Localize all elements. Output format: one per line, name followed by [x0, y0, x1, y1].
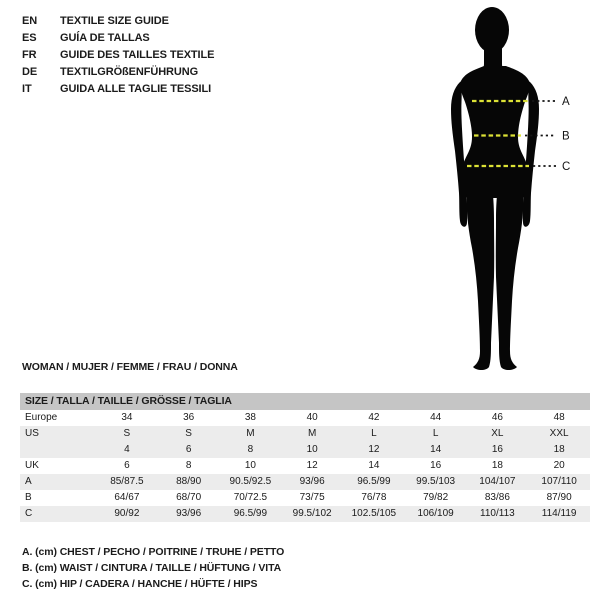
- size-cell: 36: [183, 412, 195, 423]
- size-cell: S: [185, 428, 192, 439]
- size-cell: 85/87.5: [110, 476, 144, 487]
- size-cell: 44: [430, 412, 442, 423]
- size-guide-figure: [420, 4, 580, 375]
- row-label: UK: [25, 460, 39, 471]
- marker-label-a: A: [562, 96, 570, 108]
- size-cell: 38: [244, 412, 256, 423]
- language-code: IT: [22, 83, 32, 95]
- row-label: B: [25, 492, 32, 503]
- size-cell: 96.5/99: [233, 508, 268, 519]
- marker-label-c: C: [562, 161, 571, 173]
- row-label: Europe: [25, 412, 58, 423]
- size-cell: 4: [124, 444, 130, 455]
- marker-label-b: B: [562, 130, 570, 143]
- language-label: TEXTILE SIZE GUIDE: [60, 15, 169, 27]
- woman-silhouette: [420, 4, 580, 375]
- language-row: [22, 47, 214, 64]
- size-cell: 16: [491, 444, 503, 455]
- size-cell: 42: [368, 412, 380, 423]
- size-cell: 20: [553, 460, 565, 471]
- language-label: GUÍA DE TALLAS: [60, 32, 150, 44]
- size-cell: 90.5/92.5: [229, 476, 272, 487]
- size-table-rows: [20, 410, 590, 522]
- row-label: [20, 442, 96, 458]
- size-cell: 90/92: [114, 508, 140, 519]
- size-cell: 46: [491, 412, 503, 423]
- size-cell: 10: [244, 460, 256, 471]
- size-cell: M: [307, 428, 317, 439]
- size-cell: XL: [491, 428, 504, 439]
- language-code: DE: [22, 66, 38, 78]
- size-cell: 73/75: [299, 492, 325, 503]
- size-cell: 14: [430, 444, 442, 455]
- table-row: [20, 426, 590, 442]
- size-table-header: SIZE / TALLA / TAILLE / GRÖSSE / TAGLIA: [20, 393, 590, 410]
- size-cell: 107/110: [541, 476, 577, 487]
- size-cell: 34: [121, 412, 133, 423]
- size-cell: 16: [430, 460, 442, 471]
- table-row: [20, 442, 590, 458]
- language-row: [22, 64, 214, 81]
- size-cell: 64/67: [114, 492, 140, 503]
- table-row: [20, 490, 590, 506]
- women-section-title: WOMAN / MUJER / FEMME / FRAU / DONNA: [22, 361, 238, 373]
- size-cell: L: [371, 428, 377, 439]
- size-cell: 104/107: [479, 476, 516, 487]
- size-cell: 48: [553, 412, 565, 423]
- size-cell: L: [432, 428, 439, 439]
- language-row: [22, 81, 214, 98]
- language-code: EN: [22, 15, 38, 27]
- legend-item-hip: C. (cm) HIP / CADERA / HANCHE / HÜFTE / HIPS: [22, 578, 258, 590]
- size-cell: 99.5/102: [292, 508, 332, 519]
- measurement-legend: [22, 544, 284, 592]
- size-cell: 10: [306, 444, 318, 455]
- language-row: [22, 30, 214, 47]
- legend-item-waist: B. (cm) WAIST / CINTURA / TAILLE / HÜFTUNG / VITA: [22, 562, 282, 574]
- row-label: US: [25, 428, 39, 439]
- language-code: ES: [22, 32, 37, 44]
- row-label: A: [25, 476, 32, 487]
- size-cell: 18: [491, 460, 503, 471]
- table-row: [20, 506, 590, 522]
- language-code: FR: [22, 49, 37, 61]
- table-row: [20, 474, 590, 490]
- size-cell: M: [246, 428, 255, 439]
- language-label: TEXTILGRÖßENFÜHRUNG: [60, 66, 199, 78]
- size-cell: 96.5/99: [357, 476, 391, 487]
- size-cell: 114/119: [541, 508, 577, 519]
- size-cell: 14: [368, 460, 380, 471]
- size-cell: 6: [185, 444, 192, 455]
- legend-item-chest: A. (cm) CHEST / PECHO / POITRINE / TRUHE / PETTO: [22, 546, 285, 558]
- size-cell: 12: [368, 444, 380, 455]
- size-cell: 8: [247, 444, 254, 455]
- size-cell: 110/113: [480, 508, 515, 519]
- woman-silhouette-body: [451, 7, 539, 370]
- size-cell: 6: [124, 460, 130, 471]
- size-cell: 93/96: [176, 508, 202, 519]
- size-cell: 102.5/105: [351, 508, 397, 519]
- size-cell: 88/90: [176, 476, 202, 487]
- size-cell: S: [123, 428, 131, 439]
- table-row: [20, 458, 590, 474]
- size-cell: 99.5/103: [416, 476, 456, 487]
- size-cell: 12: [306, 460, 318, 471]
- row-label: C: [25, 508, 33, 519]
- size-cell: 87/90: [546, 492, 572, 503]
- language-label: GUIDA ALLE TAGLIE TESSILI: [60, 83, 212, 95]
- size-cell: 68/70: [176, 492, 202, 503]
- size-cell: 79/82: [423, 492, 449, 503]
- size-cell: 8: [185, 460, 192, 471]
- size-cell: XXL: [549, 428, 569, 439]
- size-cell: 76/78: [361, 492, 387, 503]
- size-cell: 93/96: [299, 476, 325, 487]
- table-row: [20, 410, 590, 426]
- size-table: [20, 393, 590, 522]
- size-cell: 106/109: [417, 508, 454, 519]
- language-row: [22, 13, 214, 30]
- size-cell: 83/86: [484, 492, 510, 503]
- size-cell: 70/72.5: [233, 492, 268, 503]
- size-cell: 18: [553, 444, 565, 455]
- size-cell: 40: [306, 412, 318, 423]
- language-list: [22, 13, 214, 98]
- language-label: GUIDE DES TAILLES TEXTILE: [60, 49, 215, 61]
